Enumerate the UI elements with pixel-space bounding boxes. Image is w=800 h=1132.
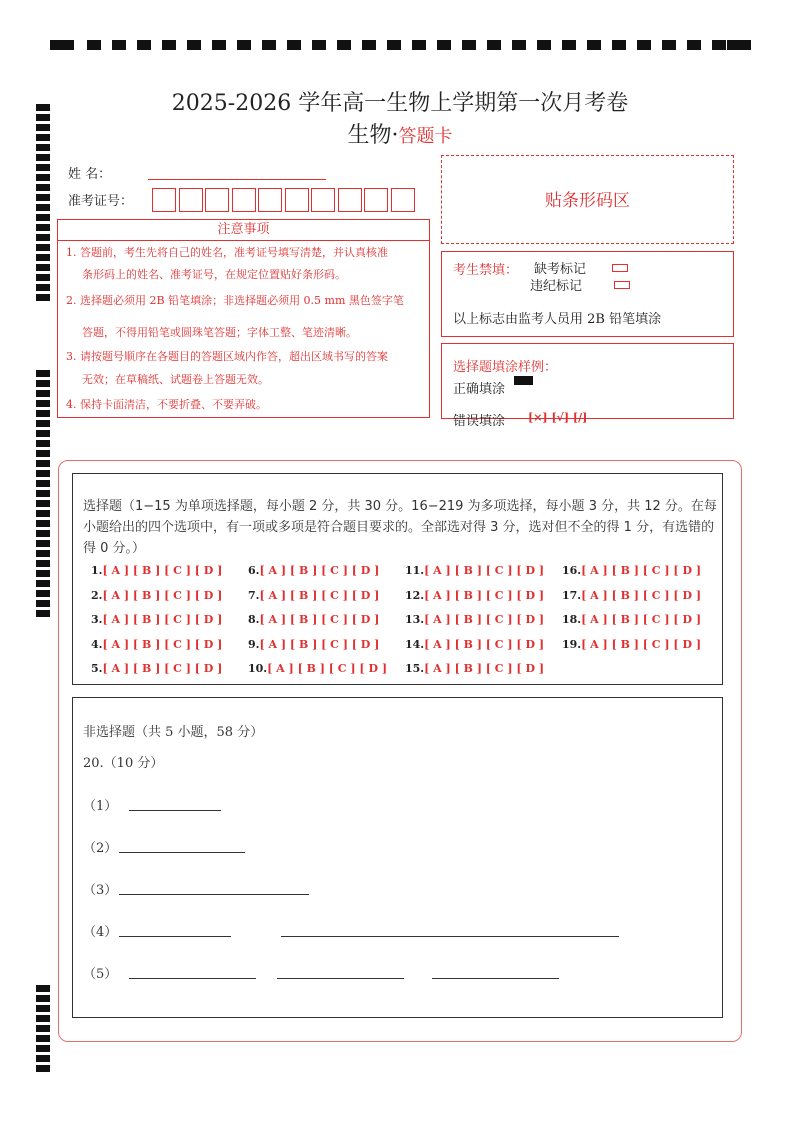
forbidden-box: [441, 251, 734, 337]
id-digit-box[interactable]: [338, 188, 362, 212]
timing-mark: [36, 570, 50, 577]
part-3-blank[interactable]: [119, 894, 309, 895]
timing-mark: [337, 40, 351, 50]
name-label: 姓 名：: [68, 167, 112, 182]
timing-mark: [36, 995, 50, 1002]
id-digit-box[interactable]: [364, 188, 388, 212]
timing-mark: [562, 40, 576, 50]
timing-mark: [36, 985, 50, 992]
timing-mark: [36, 470, 50, 477]
answer-bubbles[interactable]: [ A ] [ B ] [ C ] [ D ]: [424, 564, 545, 577]
part-2-blank[interactable]: [119, 852, 245, 853]
choice-question-row[interactable]: [91, 589, 222, 602]
part-4-blank-b[interactable]: [281, 936, 619, 937]
notice-item: 无效；在草稿纸、试题卷上答题无效。: [82, 373, 269, 386]
timing-mark: [36, 410, 50, 417]
timing-mark: [36, 430, 50, 437]
notice-item: 1. 答题前，考生先将自己的姓名，准考证号填写清楚，并认真核准: [66, 246, 388, 259]
violation-label: 违纪标记: [530, 279, 583, 294]
timing-mark: [36, 234, 50, 241]
timing-mark: [212, 40, 226, 50]
choice-question-row[interactable]: [562, 589, 701, 602]
id-digit-box[interactable]: [205, 188, 229, 212]
question-number: 5.: [91, 662, 103, 675]
part-5-blank-a[interactable]: [129, 978, 256, 979]
part-3-label: （3）: [83, 883, 118, 898]
timing-mark: [36, 600, 50, 607]
timing-mark: [36, 420, 50, 427]
question-number: 14.: [405, 637, 425, 651]
choice-question-row[interactable]: [248, 564, 379, 577]
nonchoice-title: 非选择题（共 5 小题，58 分）: [83, 725, 264, 740]
timing-mark: [36, 1025, 50, 1032]
timing-mark: [36, 154, 50, 161]
answer-bubbles[interactable]: [ A ] [ B ] [ C ] [ D ]: [581, 637, 702, 651]
card-label: 答题卡: [398, 126, 453, 147]
correct-fill-sample: [514, 376, 533, 385]
question-number: 17.: [562, 588, 582, 602]
id-digit-box[interactable]: [232, 188, 256, 212]
answer-bubbles[interactable]: [ A ] [ B ] [ C ] [ D ]: [259, 637, 380, 651]
question-number: 16.: [562, 564, 582, 577]
id-digit-box[interactable]: [258, 188, 282, 212]
card-title: [0, 118, 800, 149]
timing-mark: [387, 40, 401, 50]
timing-mark: [512, 40, 526, 50]
answer-bubbles[interactable]: [ A ] [ B ] [ C ] [ D ]: [581, 564, 702, 577]
nonchoice-section: [72, 697, 723, 1018]
choice-section: [72, 473, 723, 685]
timing-mark: [237, 40, 251, 50]
question-20-label: 20.（10 分）: [83, 756, 164, 771]
barcode-label: 贴条形码区: [545, 191, 630, 211]
timing-mark: [36, 460, 50, 467]
choice-question-row[interactable]: [248, 638, 379, 651]
forbidden-label: 考生禁填：: [453, 263, 519, 278]
timing-mark: [487, 40, 501, 50]
correct-fill-label: 正确填涂: [453, 382, 506, 397]
timing-mark: [312, 40, 326, 50]
choice-question-row[interactable]: [405, 589, 544, 602]
wrong-fill-label: 错误填涂: [453, 414, 506, 429]
timing-mark: [36, 174, 50, 181]
timing-mark: [36, 264, 50, 271]
timing-mark: [687, 40, 701, 50]
question-number: 11.: [405, 564, 425, 577]
notice-item: 4. 保持卡面清洁，不要折叠、不要弄破。: [66, 398, 267, 411]
part-1-blank[interactable]: [129, 810, 221, 811]
timing-mark: [36, 500, 50, 507]
answer-bubbles[interactable]: [ A ] [ B ] [ C ] [ D ]: [267, 662, 388, 675]
timing-mark: [36, 590, 50, 597]
timing-mark: [36, 1065, 50, 1072]
fill-sample-box: [441, 343, 734, 429]
timing-mark: [162, 40, 176, 50]
answer-bubbles[interactable]: [ A ] [ B ] [ C ] [ D ]: [581, 613, 702, 626]
timing-mark: [462, 40, 476, 50]
absent-mark-box[interactable]: [612, 264, 628, 272]
timing-mark: [36, 244, 50, 251]
notice-item: 3. 请按题号顺序在各题目的答题区域内作答，超出区域书写的答案: [66, 350, 388, 363]
sample-title: 选择题填涂样例：: [453, 360, 558, 375]
answer-bubbles[interactable]: [ A ] [ B ] [ C ] [ D ]: [259, 588, 380, 602]
timing-mark: [36, 274, 50, 281]
choice-question-row[interactable]: [248, 589, 379, 602]
timing-mark: [537, 40, 551, 50]
choice-question-row[interactable]: [405, 662, 544, 675]
timing-mark: [36, 1015, 50, 1022]
choice-intro: 选择题（1−15 为单项选择题，每小题 2 分，共 30 分。16−219 为多项选择，每小题 3 分，共 12 分。在每小题给出的四个选项中，有一项或多项是符合题目要求的。全部选对得 3 分，选对但不全的得 1 分，有选错的得 0 分。）: [83, 499, 717, 556]
notice-item: 条形码上的姓名、准考证号，在规定位置贴好条形码。: [82, 268, 346, 281]
answer-bubbles[interactable]: [ A ] [ B ] [ C ] [ D ]: [424, 662, 545, 675]
answer-bubbles[interactable]: [ A ] [ B ] [ C ] [ D ]: [424, 637, 545, 651]
choice-question-row[interactable]: [91, 638, 222, 651]
timing-mark: [36, 580, 50, 587]
timing-mark: [36, 520, 50, 527]
timing-mark: [36, 294, 50, 301]
timing-mark: [36, 1035, 50, 1042]
absent-label: 缺考标记: [534, 262, 587, 277]
timing-mark: [36, 194, 50, 201]
timing-mark: [36, 184, 50, 191]
choice-question-row[interactable]: [91, 662, 222, 675]
answer-bubbles[interactable]: [ A ] [ B ] [ C ] [ D ]: [102, 662, 223, 675]
timing-mark: [637, 40, 651, 50]
violation-mark-box[interactable]: [614, 281, 630, 289]
timing-mark: [662, 40, 676, 50]
exam-title: 2025-2026 学年高一生物上学期第一次月考卷: [171, 91, 629, 116]
notice-title: 注意事项: [58, 220, 429, 241]
timing-mark: [36, 530, 50, 537]
question-number: 4.: [91, 637, 103, 651]
part-5-label: （5）: [83, 967, 118, 982]
timing-mark: [36, 480, 50, 487]
answer-bubbles[interactable]: [ A ] [ B ] [ C ] [ D ]: [259, 613, 380, 626]
question-number: 2.: [91, 588, 103, 602]
choice-question-row[interactable]: [248, 613, 379, 626]
answer-bubbles[interactable]: [ A ] [ B ] [ C ] [ D ]: [102, 588, 223, 602]
timing-mark: [727, 40, 751, 50]
timing-mark: [36, 450, 50, 457]
timing-mark: [36, 400, 50, 407]
answer-bubbles[interactable]: [ A ] [ B ] [ C ] [ D ]: [102, 637, 223, 651]
question-number: 9.: [248, 637, 260, 651]
timing-mark: [36, 164, 50, 171]
timing-mark: [262, 40, 276, 50]
timing-mark: [36, 370, 50, 377]
choice-question-row[interactable]: [562, 564, 701, 577]
choice-question-row[interactable]: [562, 613, 701, 626]
id-digit-box[interactable]: [391, 188, 415, 212]
barcode-area: [441, 155, 734, 244]
answer-bubbles[interactable]: [ A ] [ B ] [ C ] [ D ]: [581, 588, 702, 602]
question-number: 1.: [91, 564, 103, 577]
part-4-blank-a[interactable]: [119, 936, 231, 937]
choice-question-row[interactable]: [562, 638, 701, 651]
timing-mark: [36, 1045, 50, 1052]
question-number: 12.: [405, 588, 425, 602]
timing-mark: [36, 204, 50, 211]
timing-mark: [87, 40, 101, 50]
question-number: 3.: [91, 613, 103, 626]
timing-mark: [112, 40, 126, 50]
answer-bubbles[interactable]: [ A ] [ B ] [ C ] [ D ]: [424, 613, 545, 626]
timing-mark: [437, 40, 451, 50]
id-digit-box[interactable]: [152, 188, 176, 212]
timing-mark: [36, 610, 50, 617]
timing-mark: [36, 284, 50, 291]
forbidden-note: 以上标志由监考人员用 2B 铅笔填涂: [453, 312, 662, 327]
timing-mark: [36, 540, 50, 547]
timing-mark: [36, 1055, 50, 1062]
part-2-label: （2）: [83, 841, 118, 856]
question-number: 7.: [248, 588, 260, 602]
notice-item: 2. 选择题必须用 2B 铅笔填涂；非选择题必须用 0.5 mm 黑色签字笔: [66, 294, 404, 307]
answer-bubbles[interactable]: [ A ] [ B ] [ C ] [ D ]: [102, 564, 223, 577]
question-number: 18.: [562, 613, 582, 626]
timing-mark: [187, 40, 201, 50]
answer-bubbles[interactable]: [ A ] [ B ] [ C ] [ D ]: [424, 588, 545, 602]
choice-question-row[interactable]: [91, 564, 222, 577]
timing-mark: [36, 224, 50, 231]
timing-mark: [50, 40, 74, 50]
id-label: 准考证号：: [68, 194, 134, 209]
timing-mark: [36, 560, 50, 567]
question-number: 6.: [248, 564, 260, 577]
part-1-label: （1）: [83, 799, 118, 814]
timing-mark: [712, 40, 726, 50]
timing-mark: [36, 390, 50, 397]
question-number: 10.: [248, 662, 268, 675]
wrong-fill-samples: [×] [√] [/]: [528, 411, 588, 424]
choice-question-row[interactable]: [405, 564, 544, 577]
id-digit-box[interactable]: [285, 188, 309, 212]
subject-name: 生物: [347, 123, 392, 148]
timing-mark: [36, 550, 50, 557]
timing-mark: [362, 40, 376, 50]
question-number: 13.: [405, 613, 425, 626]
timing-mark: [36, 1005, 50, 1012]
id-digit-box[interactable]: [179, 188, 203, 212]
timing-mark: [412, 40, 426, 50]
timing-mark: [287, 40, 301, 50]
timing-mark: [36, 254, 50, 261]
part-4-label: （4）: [83, 925, 118, 940]
question-number: 19.: [562, 637, 582, 651]
question-number: 15.: [405, 662, 425, 675]
notice-box: [57, 219, 430, 418]
timing-mark: [612, 40, 626, 50]
part-5-blank-c[interactable]: [432, 978, 559, 979]
timing-mark: [36, 510, 50, 517]
timing-mark: [587, 40, 601, 50]
name-field[interactable]: [148, 179, 326, 180]
answer-bubbles[interactable]: [ A ] [ B ] [ C ] [ D ]: [259, 564, 380, 577]
question-number: 8.: [248, 613, 260, 626]
choice-question-row[interactable]: [91, 613, 222, 626]
part-5-blank-b[interactable]: [277, 978, 404, 979]
answer-bubbles[interactable]: [ A ] [ B ] [ C ] [ D ]: [102, 613, 223, 626]
timing-mark: [36, 490, 50, 497]
choice-question-row[interactable]: [248, 662, 387, 675]
timing-mark: [36, 380, 50, 387]
timing-mark: [137, 40, 151, 50]
timing-mark: [36, 440, 50, 447]
timing-mark: [36, 214, 50, 221]
choice-question-row[interactable]: [405, 638, 544, 651]
title-dot: ·: [391, 123, 399, 148]
id-digit-box[interactable]: [311, 188, 335, 212]
choice-question-row[interactable]: [405, 613, 544, 626]
notice-item: 答题，不得用铅笔或圆珠笔答题；字体工整、笔迹清晰。: [82, 326, 357, 339]
